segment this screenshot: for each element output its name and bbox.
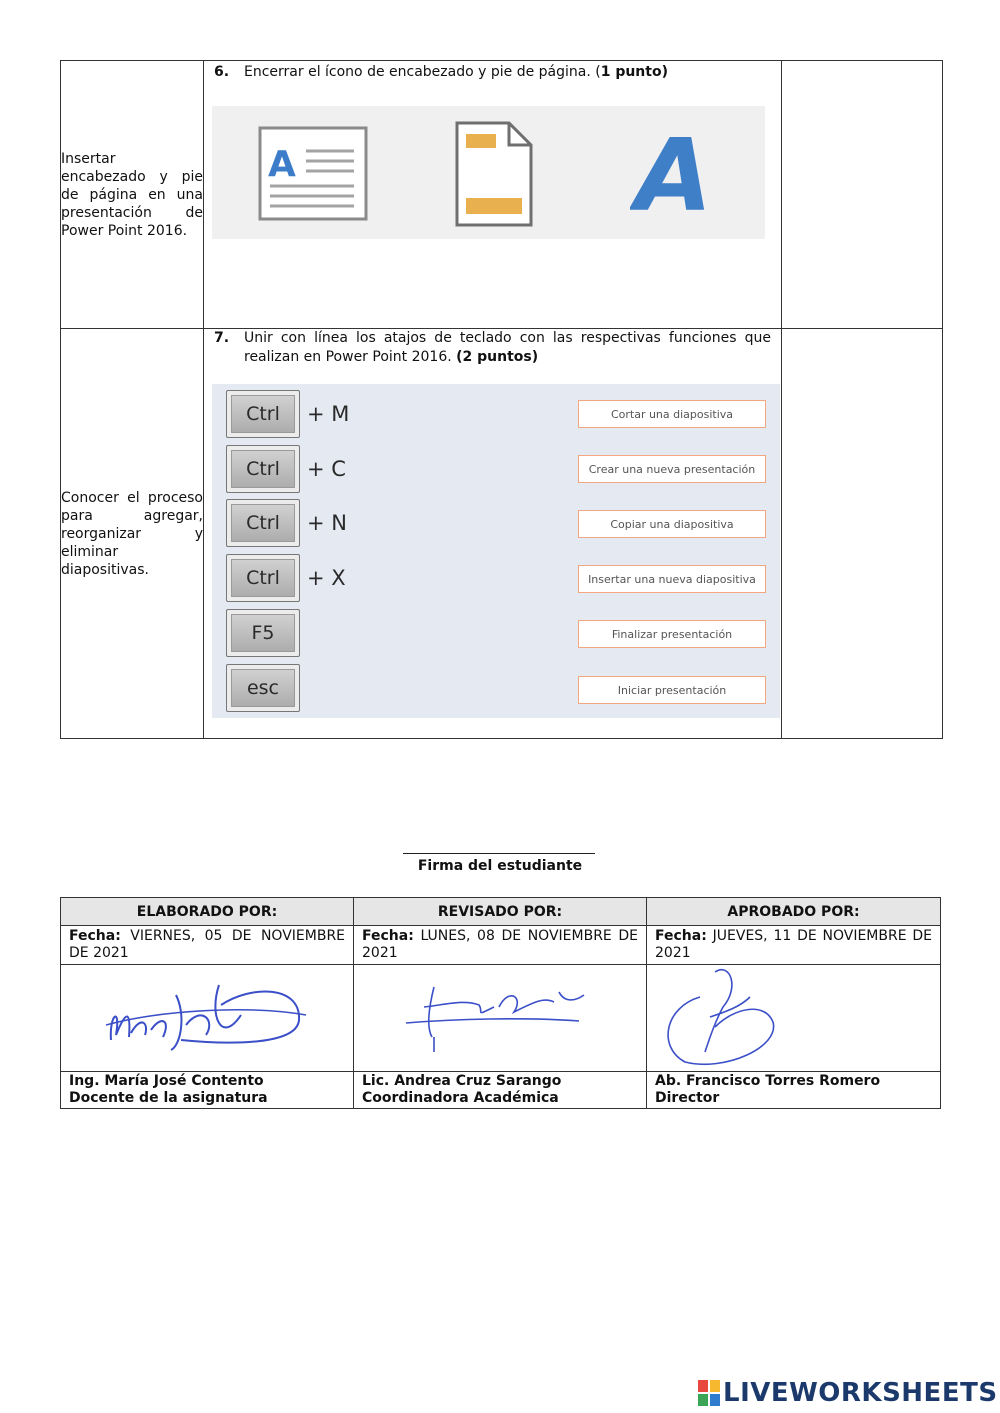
signature-cell (61, 965, 354, 1072)
keyboard-key[interactable]: Ctrl (226, 554, 300, 602)
function-box[interactable]: Insertar una nueva diapositiva (578, 565, 766, 593)
header-elaborado: ELABORADO POR: (61, 898, 354, 926)
question-text (244, 63, 771, 82)
date-value: LUNES, 08 DE NOVIEMBRE DE 2021 (362, 928, 639, 961)
handwritten-signature (404, 977, 594, 1057)
signer-cell (61, 1072, 354, 1109)
question-header (204, 329, 781, 367)
score-cell (782, 329, 943, 739)
text-document-letter: A (268, 144, 296, 185)
signer-cell (354, 1072, 647, 1109)
date-label: Fecha: (655, 928, 707, 944)
date-label: Fecha: (69, 928, 121, 944)
liveworksheets-logo[interactable] (697, 1378, 998, 1408)
keyboard-key[interactable]: esc (226, 664, 300, 712)
function-box[interactable]: Crear una nueva presentación (578, 455, 766, 483)
signer-name: Ab. Francisco Torres Romero (655, 1073, 881, 1089)
text-document-icon[interactable] (258, 126, 368, 221)
date-value: VIERNES, 05 DE NOVIEMBRE DE 2021 (69, 928, 346, 961)
date-cell (61, 926, 354, 965)
question-cell (204, 61, 782, 329)
signer-role: Director (655, 1090, 720, 1106)
signature-label: Firma del estudiante (417, 858, 583, 874)
signer-cell (647, 1072, 941, 1109)
assessment-table (60, 60, 943, 739)
question-row-6 (61, 61, 943, 329)
icon-options-strip (212, 106, 765, 239)
shortcuts-panel (212, 384, 780, 718)
header-revisado: REVISADO POR: (354, 898, 647, 926)
signer-name: Lic. Andrea Cruz Sarango (362, 1073, 562, 1089)
question-text (244, 329, 771, 367)
letter-a-icon[interactable] (630, 118, 740, 228)
key-combo: + X (307, 566, 346, 590)
function-box[interactable]: Iniciar presentación (578, 676, 766, 704)
keyboard-key[interactable]: Ctrl (226, 390, 300, 438)
big-a-letter: A (635, 118, 713, 228)
keyboard-key[interactable]: Ctrl (226, 499, 300, 547)
date-label: Fecha: (362, 928, 414, 944)
function-box[interactable]: Finalizar presentación (578, 620, 766, 648)
approval-date-row (61, 926, 941, 965)
key-combo: + N (307, 511, 347, 535)
keyboard-key[interactable]: Ctrl (226, 445, 300, 493)
date-value: JUEVES, 11 DE NOVIEMBRE DE 2021 (655, 928, 933, 961)
question-points: (2 puntos) (456, 349, 539, 365)
question-number: 7. (214, 330, 230, 346)
approval-name-row (61, 1072, 941, 1109)
signer-name: Ing. María José Contento (69, 1073, 264, 1089)
signature-cell (647, 965, 941, 1072)
function-box[interactable]: Cortar una diapositiva (578, 400, 766, 428)
question-instruction: Unir con línea los atajos de teclado con las respectivas funciones que realizan en Power Point 2016. (244, 330, 771, 365)
function-box[interactable]: Copiar una diapositiva (578, 510, 766, 538)
key-combo: + M (307, 402, 350, 426)
date-cell (354, 926, 647, 965)
signer-role: Docente de la asignatura (69, 1090, 268, 1106)
approval-signature-row (61, 965, 941, 1072)
logo-text: LIVEWORKSHEETS (723, 1378, 998, 1408)
question-instruction: Encerrar el ícono de encabezado y pie de página. ( (244, 64, 601, 80)
liveworksheets-mark-icon (697, 1379, 721, 1407)
approval-table (60, 897, 941, 1109)
score-cell (782, 61, 943, 329)
topic-cell: Conocer el proceso para agregar, reorganizar y eliminar diapositivas. (61, 329, 204, 739)
header-aprobado: APROBADO POR: (647, 898, 941, 926)
handwritten-signature (655, 967, 785, 1069)
keyboard-key[interactable]: F5 (226, 609, 300, 657)
question-number: 6. (214, 64, 230, 80)
signature-line (403, 853, 595, 854)
question-cell (204, 329, 782, 739)
question-points: 1 punto) (600, 64, 668, 80)
header-footer-page-icon[interactable] (454, 120, 534, 228)
approval-header-row (61, 898, 941, 926)
question-header (204, 61, 781, 82)
question-row-7 (61, 329, 943, 739)
topic-cell: Insertar encabezado y pie de página en una presentación de Power Point 2016. (61, 61, 204, 329)
handwritten-signature (101, 975, 311, 1060)
signature-cell (354, 965, 647, 1072)
signer-role: Coordinadora Académica (362, 1090, 559, 1106)
key-combo: + C (307, 457, 346, 481)
date-cell (647, 926, 941, 965)
